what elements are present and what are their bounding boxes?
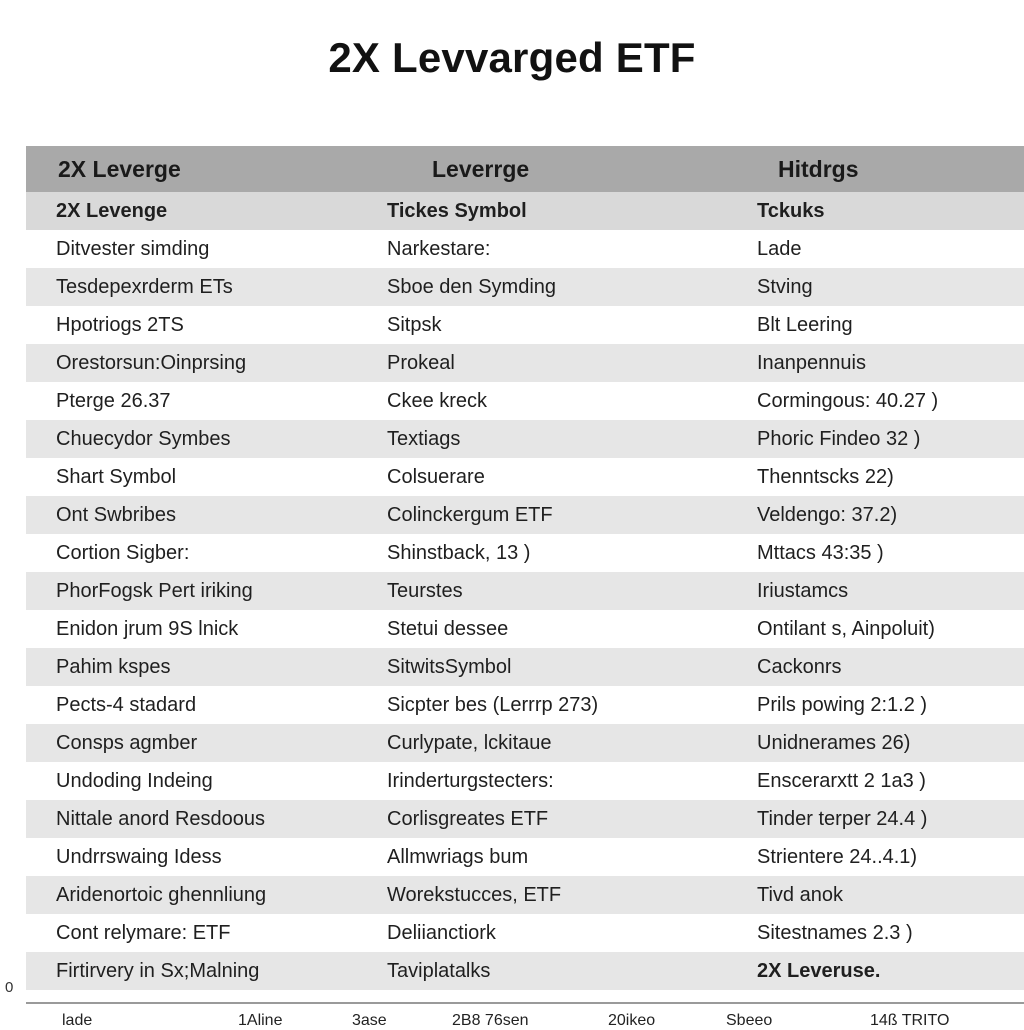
footer-item: 2B8 76sen: [452, 1012, 529, 1029]
table-cell-col-3: Lade: [757, 237, 802, 260]
table-cell-col-3: Iriustamcs: [757, 579, 849, 602]
table-cell-col-2: Corlisgreates ETF: [387, 807, 549, 830]
header-col-1: 2X Leverge: [58, 155, 181, 182]
etf-table: [26, 146, 1024, 990]
table-cell-col-3: Tinder terper 24.4 ): [757, 807, 928, 830]
table-cell-col-3: Enscerarxtt 2 1a3 ): [757, 769, 926, 792]
table-row: [26, 762, 1024, 800]
table-cell-col-1: Ont Swbribes: [56, 503, 177, 526]
table-cell-col-2: Taviplatalks: [387, 959, 491, 982]
table-cell-col-3: Inanpennuis: [757, 351, 866, 374]
table-cell-col-2: Sitpsk: [387, 313, 442, 336]
table-cell-col-2: Deliianctiork: [387, 921, 496, 944]
table-cell-col-3: Veldengo: 37.2): [757, 503, 898, 526]
table-cell-col-2: Textiags: [387, 427, 461, 450]
table-cell-col-2: Shinstback, 13 ): [387, 541, 531, 564]
table-row: [26, 344, 1024, 382]
table-cell-col-2: Tickes Symbol: [387, 199, 527, 222]
table-cell-col-1: Undrrswaing Idess: [56, 845, 222, 868]
footer-item: Sbeeo: [726, 1012, 773, 1029]
table-cell-col-1: Ditvester simding: [56, 237, 210, 260]
table-cell-col-3: Tivd anok: [757, 883, 843, 906]
footer-item: 14ß TRITO: [870, 1012, 950, 1029]
table-row: [26, 534, 1024, 572]
footer-item: lade: [62, 1012, 93, 1029]
page-title: 2X Levvarged ETF: [328, 34, 696, 81]
table-cell-col-2: Colsuerare: [387, 465, 485, 488]
table-cell-col-2: Ckee kreck: [387, 389, 488, 412]
table-cell-col-1: PhorFogsk Pert iriking: [56, 579, 253, 602]
table-cell-col-3: Strientere 24..4.1): [757, 845, 918, 868]
header-col-2: Leverrge: [432, 155, 530, 182]
table-cell-col-1: Pterge 26.37: [56, 389, 171, 412]
table-cell-col-3: Phoric Findeo 32 ): [757, 427, 921, 450]
table-cell-col-2: Prokeal: [387, 351, 455, 374]
table-row: [26, 800, 1024, 838]
table-cell-col-3: Unidnerames 26): [757, 731, 911, 754]
table-cell-col-1: Hpotriogs 2TS: [56, 313, 184, 336]
table-cell-col-2: Curlypate, lckitaue: [387, 731, 552, 754]
table-cell-col-1: Firtirvery in Sx;Malning: [56, 959, 260, 982]
table-cell-col-3: 2X Leveruse.: [757, 959, 881, 982]
table-row: [26, 382, 1024, 420]
table-cell-col-3: Cackonrs: [757, 655, 842, 678]
table-cell-col-3: Mttacs 43:35 ): [757, 541, 884, 564]
table-row: [26, 230, 1024, 268]
table-cell-col-1: 2X Levenge: [56, 199, 168, 222]
side-mark: 0: [5, 979, 14, 996]
table-row: [26, 496, 1024, 534]
table-header: [26, 146, 1024, 192]
table-cell-col-3: Stving: [757, 275, 813, 298]
table-cell-col-1: Nittale anord Resdoous: [56, 807, 266, 830]
table-row: [26, 686, 1024, 724]
table-cell-col-1: Undoding Indeing: [56, 769, 213, 792]
table-cell-col-2: Sboe den Symding: [387, 275, 557, 298]
table-row: [26, 420, 1024, 458]
table-cell-col-1: Pects-4 stadard: [56, 693, 197, 716]
table-cell-col-1: Shart Symbol: [56, 465, 177, 488]
table-cell-col-1: Enidon jrum 9S lnick: [56, 617, 239, 640]
table-cell-col-1: Orestorsun:Oinprsing: [56, 351, 247, 374]
table-row: [26, 914, 1024, 952]
table-cell-col-3: Blt Leering: [757, 313, 853, 336]
table-row: [26, 876, 1024, 914]
table-cell-col-2: Irinderturgstecters:: [387, 769, 554, 792]
table-row: [26, 838, 1024, 876]
table-row: [26, 306, 1024, 344]
table-cell-col-2: Stetui dessee: [387, 617, 509, 640]
table-cell-col-3: Ontilant s, Ainpoluit): [757, 617, 935, 640]
table-cell-col-3: Tckuks: [757, 199, 825, 222]
header-col-3: Hitdrgs: [778, 155, 859, 182]
table-cell-col-1: Aridenortoic ghennliung: [56, 883, 267, 906]
table-cell-col-3: Sitestnames 2.3 ): [757, 921, 913, 944]
table-cell-col-2: Narkestare:: [387, 237, 491, 260]
table-cell-col-1: Tesdepexrderm ETs: [56, 275, 233, 298]
table-cell-col-1: Cont relymare: ETF: [56, 921, 231, 944]
table-cell-col-2: Teurstes: [387, 579, 463, 602]
table-cell-col-1: Pahim kspes: [56, 655, 171, 678]
table-row: [26, 192, 1024, 230]
table-row: [26, 952, 1024, 990]
table-cell-col-2: Worekstucces, ETF: [387, 883, 562, 906]
table-row: [26, 458, 1024, 496]
table-row: [26, 268, 1024, 306]
table-cell-col-1: Cortion Sigber:: [56, 541, 190, 564]
table-body: [26, 192, 1024, 990]
table-cell-col-2: Allmwriags bum: [387, 845, 529, 868]
table-cell-col-3: Prils powing 2:1.2 ): [757, 693, 928, 716]
table-row: [26, 610, 1024, 648]
table-cell-col-3: Thenntscks 22): [757, 465, 894, 488]
table-cell-col-2: Colinckergum ETF: [387, 503, 553, 526]
table-cell-col-1: Chuecydor Symbes: [56, 427, 231, 450]
table-row: [26, 724, 1024, 762]
table-cell-col-2: SitwitsSymbol: [387, 655, 512, 678]
footer-item: 3ase: [352, 1012, 387, 1029]
table-cell-col-1: Consps agmber: [56, 731, 198, 754]
footer-divider: [26, 1002, 1024, 1004]
footer-item: 20ikeo: [608, 1012, 656, 1029]
table-cell-col-3: Cormingous: 40.27 ): [757, 389, 939, 412]
footer-item: 1Aline: [238, 1012, 283, 1029]
table-cell-col-2: Sicpter bes (Lerrrp 273): [387, 693, 599, 716]
table-row: [26, 648, 1024, 686]
table-row: [26, 572, 1024, 610]
